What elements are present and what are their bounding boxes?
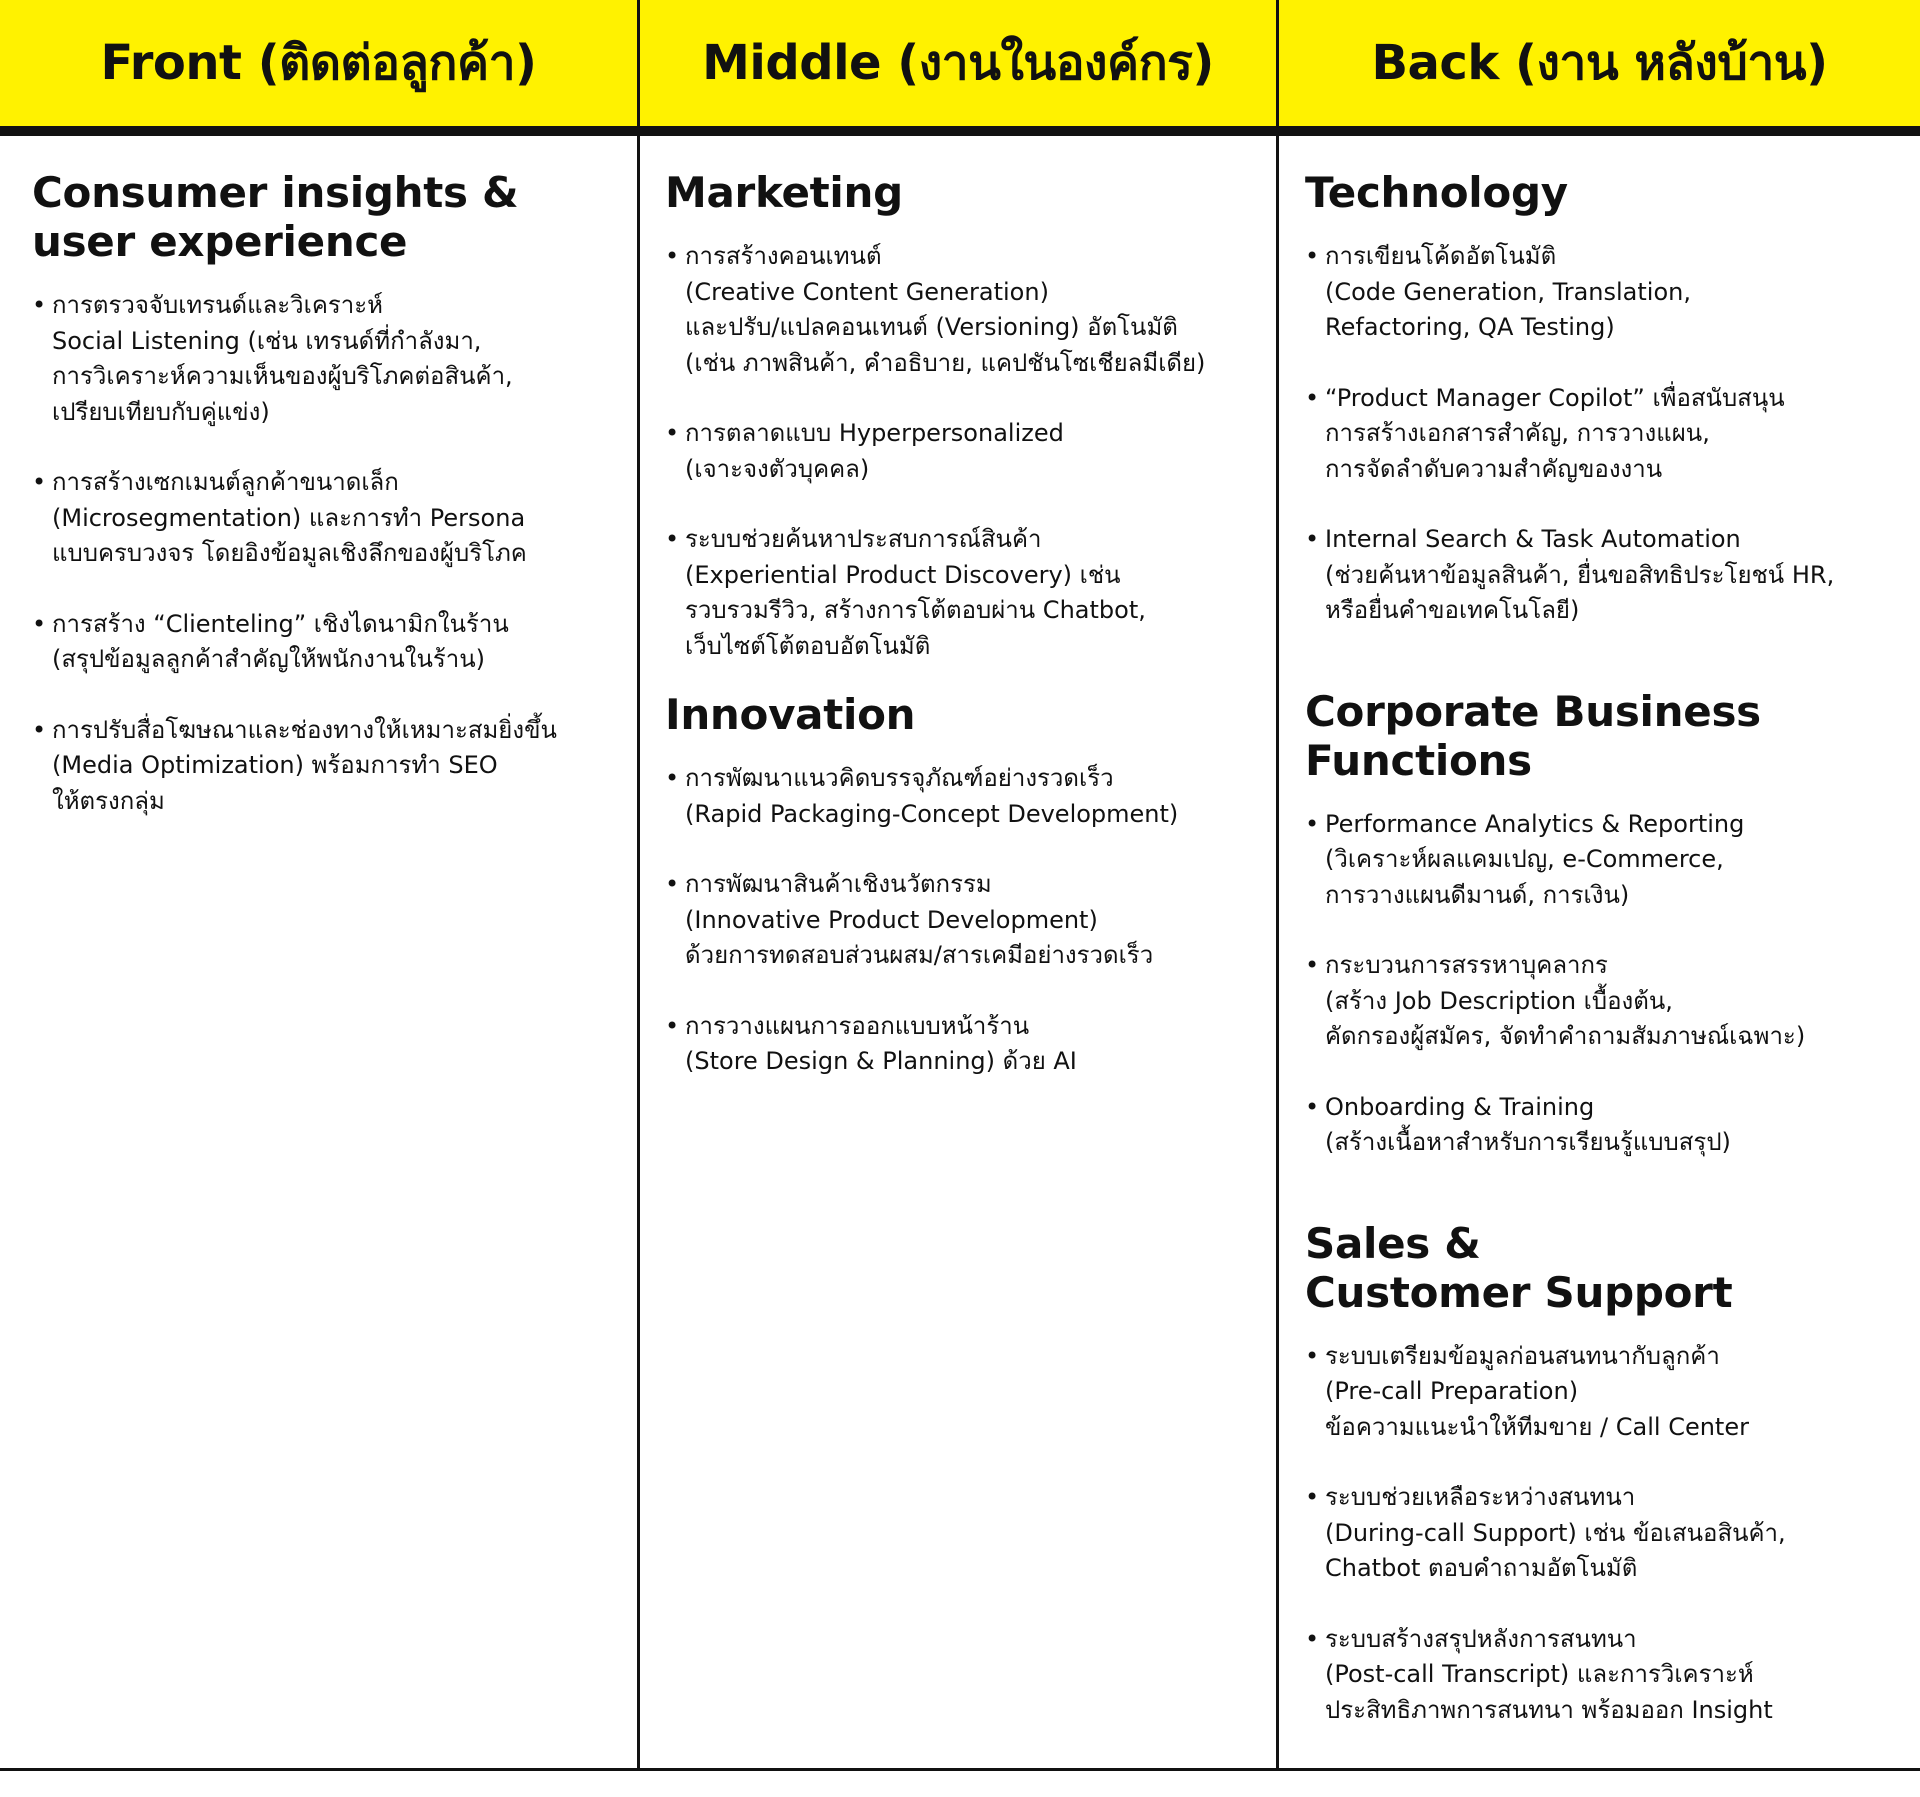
list-item-line: (สร้าง Job Description เบื้องต้น, xyxy=(1325,986,1673,1015)
bullet-dot-icon: • xyxy=(32,291,47,319)
list-item xyxy=(665,867,1265,974)
list-item-line: การวางแผนการออกแบบหน้าร้าน xyxy=(685,1011,1030,1040)
list-item-line: ประสิทธิภาพการสนทนา พร้อมออก Insight xyxy=(1325,1695,1773,1724)
section-title-line: Marketing xyxy=(665,168,903,217)
list-item-line: (Pre-call Preparation) xyxy=(1325,1377,1579,1405)
list-item-line: การจัดลำดับความสำคัญของงาน xyxy=(1325,454,1663,483)
list-item xyxy=(665,1009,1265,1080)
list-item-line: Performance Analytics & Reporting xyxy=(1325,809,1745,838)
section-title-line: Customer Support xyxy=(1305,1267,1733,1317)
list-item-line: เว็บไซต์โต้ตอบอัตโนมัติ xyxy=(685,631,931,660)
header-divider xyxy=(0,126,1920,136)
list-item-line: (During-call Support) เช่น ข้อเสนอสินค้า, xyxy=(1325,1518,1786,1547)
column-middle xyxy=(665,168,1265,1757)
bullet-dot-icon: • xyxy=(32,609,47,638)
bullet-dot-icon: • xyxy=(665,419,680,447)
list-item-line: หรือยื่นคำขอเทคโนโลยี) xyxy=(1325,596,1580,624)
list-item-line: (Creative Content Generation) xyxy=(685,277,1049,306)
section-title-line: Consumer insights & xyxy=(32,168,519,217)
list-item-line: การสร้างคอนเทนต์ xyxy=(685,242,882,270)
list-item-line: การสร้าง “Clienteling” เชิงไดนามิกในร้าน xyxy=(52,609,509,638)
list-item-line: (ช่วยค้นหาข้อมูลสินค้า, ยื่นขอสิทธิประโยชน์ HR, xyxy=(1325,560,1835,589)
list-item-line: ระบบเตรียมข้อมูลก่อนสนทนากับลูกค้า xyxy=(1325,1341,1720,1370)
list-item xyxy=(1305,1622,1910,1729)
bottom-divider xyxy=(0,1768,1920,1771)
list-item xyxy=(1305,1480,1910,1587)
list-item-line: (สร้างเนื้อหาสำหรับการเรียนรู้แบบสรุป) xyxy=(1325,1128,1731,1156)
list-item xyxy=(1305,1090,1910,1161)
list-item-line: แบบครบวงจร โดยอิงข้อมูลเชิงลึกของผู้บริโภค xyxy=(52,539,527,567)
column-divider-2 xyxy=(1276,0,1279,1771)
list-item-line: (Media Optimization) พร้อมการทำ SEO xyxy=(52,751,498,779)
list-item-line: ให้ตรงกลุ่ม xyxy=(52,786,165,815)
list-item-line: การพัฒนาแนวคิดบรรจุภัณฑ์อย่างรวดเร็ว xyxy=(685,764,1114,792)
header-middle: Middle (งานในองค์กร) xyxy=(702,35,1214,91)
bullet-list xyxy=(1305,1339,1910,1729)
list-item-line: ระบบช่วยเหลือระหว่างสนทนา xyxy=(1325,1483,1636,1511)
list-item-line: ระบบสร้างสรุปหลังการสนทนา xyxy=(1325,1624,1637,1653)
list-item xyxy=(665,239,1265,381)
bullet-dot-icon: • xyxy=(665,525,680,553)
list-item-line: และปรับ/แปลคอนเทนต์ (Versioning) อัตโนมัติ xyxy=(685,313,1178,341)
list-item-line: (Post-call Transcript) และการวิเคราะห์ xyxy=(1325,1660,1754,1688)
list-item-line: Refactoring, QA Testing) xyxy=(1325,313,1615,341)
list-item-line: (Microsegmentation) และการทำ Persona xyxy=(52,503,526,532)
list-item xyxy=(32,713,622,820)
list-item-line: (วิเคราะห์ผลแคมเปญ, e-Commerce, xyxy=(1325,845,1724,873)
list-item xyxy=(32,607,622,678)
bullet-dot-icon: • xyxy=(665,764,680,792)
bullet-dot-icon: • xyxy=(32,715,47,744)
bullet-dot-icon: • xyxy=(1305,1092,1320,1121)
section-title xyxy=(1305,1219,1910,1317)
list-item xyxy=(1305,948,1910,1055)
column-back xyxy=(1305,168,1910,1757)
section-innovation xyxy=(665,690,1265,1080)
list-item-line: การปรับสื่อโฆษณาและช่องทางให้เหมาะสมยิ่งขึ้น xyxy=(52,715,557,744)
list-item xyxy=(1305,239,1910,346)
section-sales-customer-support xyxy=(1305,1219,1910,1729)
section-title xyxy=(32,168,622,266)
bullet-list xyxy=(665,239,1265,664)
bullet-dot-icon: • xyxy=(1305,242,1320,270)
column-front xyxy=(32,168,622,1757)
list-item xyxy=(32,465,622,572)
section-title xyxy=(665,168,1265,217)
list-item-line: (เช่น ภาพสินค้า, คำอธิบาย, แคปชันโซเชียลมีเดีย) xyxy=(685,348,1206,377)
list-item-line: Internal Search & Task Automation xyxy=(1325,525,1741,553)
list-item-line: การตรวจจับเทรนด์และวิเคราะห์ xyxy=(52,291,383,319)
list-item-line: การพัฒนาสินค้าเชิงนวัตกรรม xyxy=(685,870,992,898)
list-item-line: การสร้างเซกเมนต์ลูกค้าขนาดเล็ก xyxy=(52,468,399,496)
bullet-dot-icon: • xyxy=(665,242,680,270)
list-item-line: คัดกรองผู้สมัคร, จัดทำคำถามสัมภาษณ์เฉพาะ) xyxy=(1325,1022,1806,1050)
list-item xyxy=(1305,807,1910,914)
list-item-line: การสร้างเอกสารสำคัญ, การวางแผน, xyxy=(1325,419,1710,447)
list-item-line: ด้วยการทดสอบส่วนผสม/สารเคมีอย่างรวดเร็ว xyxy=(685,941,1154,969)
bullet-list xyxy=(665,761,1265,1080)
bullet-dot-icon: • xyxy=(1305,1624,1320,1653)
section-title-line: Sales & xyxy=(1305,1218,1481,1268)
section-title-line: Functions xyxy=(1305,735,1532,785)
section-title xyxy=(1305,168,1910,217)
list-item-line: การวางแผนดีมานด์, การเงิน) xyxy=(1325,880,1630,909)
list-item-line: (Experiential Product Discovery) เช่น xyxy=(685,560,1121,589)
section-title-line: Technology xyxy=(1305,168,1568,217)
header-back: Back (งาน หลังบ้าน) xyxy=(1371,35,1828,91)
column-divider-1 xyxy=(637,0,640,1771)
list-item xyxy=(665,522,1265,664)
bullet-list xyxy=(1305,807,1910,1161)
list-item-line: ระบบช่วยค้นหาประสบการณ์สินค้า xyxy=(685,525,1042,553)
bullet-dot-icon: • xyxy=(1305,809,1320,838)
section-corporate-business-functions xyxy=(1305,687,1910,1161)
list-item-line: Chatbot ตอบคำถามอัตโนมัติ xyxy=(1325,1554,1638,1582)
list-item-line: (Store Design & Planning) ด้วย AI xyxy=(685,1047,1077,1075)
section-title-line: user experience xyxy=(32,217,408,266)
section-title-line: Corporate Business xyxy=(1305,686,1761,736)
list-item xyxy=(665,761,1265,832)
bullet-dot-icon: • xyxy=(1305,951,1320,979)
section-technology xyxy=(1305,168,1910,629)
bullet-dot-icon: • xyxy=(1305,1483,1320,1511)
bullet-list xyxy=(32,288,622,819)
section-marketing xyxy=(665,168,1265,664)
list-item xyxy=(1305,522,1910,629)
list-item xyxy=(1305,381,1910,488)
section-consumer-insights-user-experience xyxy=(32,168,622,819)
list-item-line: (Rapid Packaging-Concept Development) xyxy=(685,799,1179,828)
list-item-line: ข้อความแนะนำให้ทีมขาย / Call Center xyxy=(1325,1412,1749,1441)
list-item-line: Onboarding & Training xyxy=(1325,1092,1595,1121)
list-item-line: การวิเคราะห์ความเห็นของผู้บริโภคต่อสินค้า, xyxy=(52,362,513,390)
bullet-dot-icon: • xyxy=(665,1011,680,1040)
list-item-line: “Product Manager Copilot” เพื่อสนับสนุน xyxy=(1325,383,1785,412)
header-front: Front (ติดต่อลูกค้า) xyxy=(100,35,537,91)
list-item-line: (Code Generation, Translation, xyxy=(1325,277,1691,306)
section-title-line: Innovation xyxy=(665,690,916,739)
list-item-line: การเขียนโค้ดอัตโนมัติ xyxy=(1325,242,1557,270)
bullet-dot-icon: • xyxy=(1305,525,1320,553)
section-title xyxy=(665,690,1265,739)
bullet-list xyxy=(1305,239,1910,629)
list-item-line: รวบรวมรีวิว, สร้างการโต้ตอบผ่าน Chatbot, xyxy=(685,596,1146,624)
list-item-line: การตลาดแบบ Hyperpersonalized xyxy=(685,419,1064,447)
bullet-dot-icon: • xyxy=(665,870,680,898)
list-item-line: Social Listening (เช่น เทรนด์ที่กำลังมา, xyxy=(52,326,482,355)
list-item xyxy=(665,416,1265,487)
list-item-line: กระบวนการสรรหาบุคลากร xyxy=(1325,951,1608,979)
bullet-dot-icon: • xyxy=(1305,383,1320,412)
list-item-line: เปรียบเทียบกับคู่แข่ง) xyxy=(52,397,270,426)
bullet-dot-icon: • xyxy=(1305,1341,1320,1370)
list-item-line: (เจาะจงตัวบุคคล) xyxy=(685,454,870,483)
list-item xyxy=(32,288,622,430)
section-title xyxy=(1305,687,1910,785)
list-item xyxy=(1305,1339,1910,1446)
list-item-line: (Innovative Product Development) xyxy=(685,905,1098,934)
bullet-dot-icon: • xyxy=(32,468,47,496)
list-item-line: (สรุปข้อมูลลูกค้าสำคัญให้พนักงานในร้าน) xyxy=(52,645,486,673)
